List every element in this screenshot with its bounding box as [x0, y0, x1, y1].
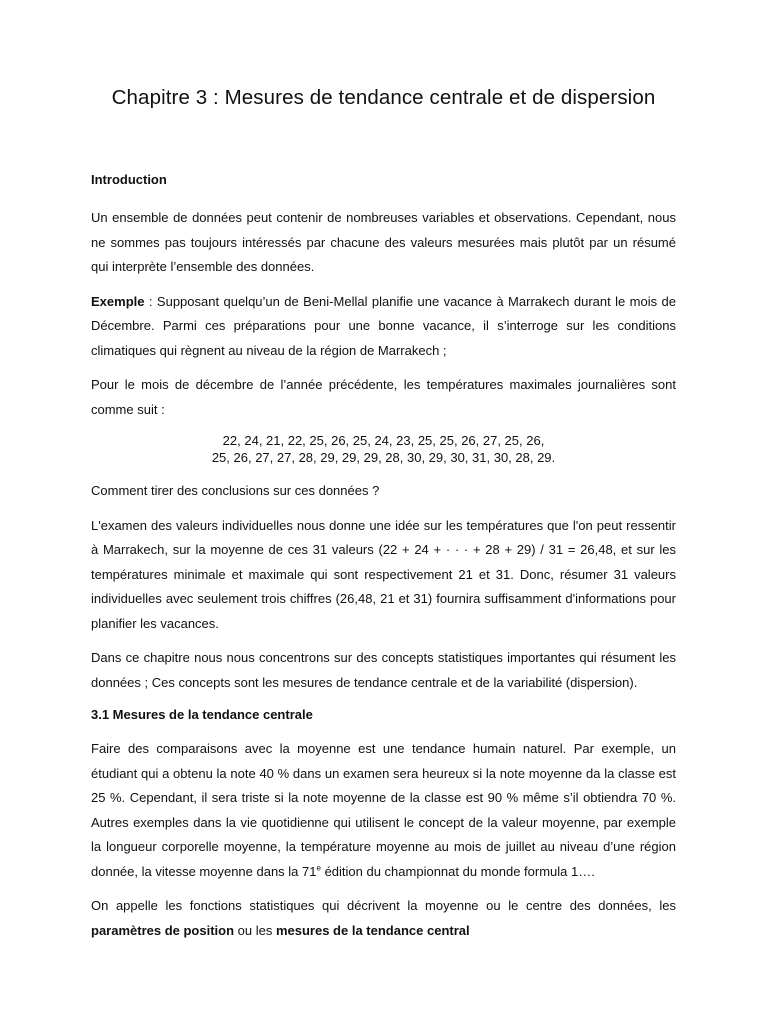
- temperatures-line-2: 25, 26, 27, 27, 28, 29, 29, 29, 28, 30, 29, 30, 31, 30, 28, 29.: [211, 449, 556, 465]
- section-heading: 3.1 Mesures de la tendance centrale: [91, 707, 313, 722]
- section-paragraph-end: édition du championnat du monde formula 1….: [320, 863, 595, 879]
- example-paragraph: [91, 290, 676, 364]
- closing-mid: ou les: [234, 922, 276, 938]
- page-title: Chapitre 3 : Mesures de tendance centrale et de dispersion: [111, 86, 656, 109]
- intro-paragraph: Un ensemble de données peut contenir de nombreuses variables et observations. Cependant, nous ne sommes pas toujours intéressés par chacune des valeurs mesurées mais plutôt par un résumé qui interprète l’ensemble des données.: [91, 210, 676, 274]
- closing-text: On appelle les fonctions statistiques qui décrivent la moyenne ou le centre des données, les: [91, 898, 676, 913]
- edition-superscript: e: [316, 863, 321, 873]
- closing-paragraph: [91, 894, 676, 943]
- chapter-focus-paragraph: Dans ce chapitre nous nous concentrons sur des concepts statistiques importantes qui résument les données ; Ces concepts sont les mesures de tendance centrale et de la variabilité (dispersion).: [91, 650, 676, 690]
- temperatures-line-1: 22, 24, 21, 22, 25, 26, 25, 24, 23, 25, 25, 26, 27, 25, 26,: [222, 433, 545, 448]
- example-label: Exemple: [91, 293, 145, 309]
- temperatures-intro: Pour le mois de décembre de l’année précédente, les températures maximales journalières sont comme suit :: [91, 377, 676, 417]
- section-paragraph: [91, 737, 676, 884]
- question-line: Comment tirer des conclusions sur ces données ?: [91, 483, 380, 498]
- closing-bold-position: paramètres de position: [91, 922, 235, 938]
- analysis-paragraph: L'examen des valeurs individuelles nous donne une idée sur les températures que l'on peut ressentir à Marrakech, sur la moyenne de ces 31 valeurs (22 + 24 + · · · + 28 + 29) / 31 = 26,48, et sur les températures minimale et maximale qui sont respectivement 21 et 31. Donc, résumer 31 valeurs individuelles avec seulement trois chiffres (26,48, 21 et 31) fournira suffisamment d'informations pour planifier les vacances.: [91, 517, 676, 631]
- closing-bold-tendency: mesures de la tendance central: [275, 922, 470, 938]
- section-paragraph-text: Faire des comparaisons avec la moyenne est une tendance humain naturel. Par exemple, un étudiant qui a obtenu la note 40 % dans un examen sera heureux si la note moyenne da la classe est 25 %. Cependant, il sera triste si la note moyenne de la classe est 90 % même s’il obtiendra 70 %. Autres exemples dans la vie quotidienne qui utilisent le concept de la valeur moyenne, par exemple la longueur corporelle moyenne, la température moyenne au mois de juillet au niveau d’une région donnée, la vitesse moyenne dans la 71: [91, 741, 676, 879]
- example-text: : Supposant quelqu’un de Beni-Mellal planifie une vacance à Marrakech durant le mois de Décembre. Parmi ces préparations pour une bonne vacance, il s’interroge sur les conditions climatiques qui règnent au niveau de la région de Marrakech ;: [91, 293, 676, 358]
- intro-heading: Introduction: [91, 172, 167, 187]
